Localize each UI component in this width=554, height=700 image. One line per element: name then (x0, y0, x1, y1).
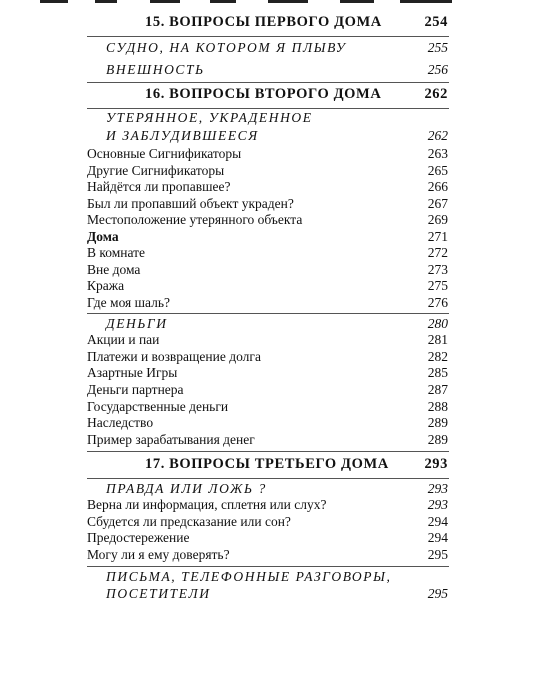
entry-title: Пример зарабатывания денег (87, 432, 255, 447)
divider (87, 566, 449, 567)
entry-title: Предостережение (87, 530, 190, 545)
page-number: 256 (427, 62, 448, 77)
section-title: И ЗАБЛУДИВШЕЕСЯ (106, 128, 259, 143)
divider (87, 36, 449, 37)
entry-title: Вне дома (87, 262, 141, 277)
page-number: 275 (427, 278, 448, 293)
page-number: 254 (424, 14, 448, 30)
page-number: 285 (427, 365, 448, 380)
divider (87, 451, 449, 452)
page-number: 267 (427, 196, 448, 211)
page-number: 289 (427, 415, 448, 430)
entry-title: Был ли пропавший объект украден? (87, 196, 294, 211)
entry-title: Местоположение утерянного объекта (87, 212, 303, 227)
divider (87, 313, 449, 314)
page-number: 293 (427, 497, 448, 512)
entry-title: Дома (87, 229, 119, 244)
page-number: 294 (427, 530, 448, 545)
section-title: ВНЕШНОСТЬ (106, 62, 205, 77)
page-number: 271 (427, 229, 448, 244)
entry-title: Платежи и возвращение долга (87, 349, 261, 364)
page-number: 289 (427, 432, 448, 447)
entry-title: Другие Сигнификаторы (87, 163, 225, 178)
page-number: 265 (427, 163, 448, 178)
page-number: 273 (427, 262, 448, 277)
section-title: ПИСЬМА, ТЕЛЕФОННЫЕ РАЗГОВОРЫ, (106, 569, 392, 584)
previous-page-fragment (0, 0, 554, 6)
page-number: 287 (427, 382, 448, 397)
entry-title: Наследство (87, 415, 154, 430)
entry-title: Акции и паи (87, 332, 160, 347)
page-number: 262 (427, 128, 448, 143)
entry-title: Кража (87, 278, 125, 293)
page-number: 269 (427, 212, 448, 227)
entry-title: Азартные Игры (87, 365, 178, 380)
chapter-title: 17. ВОПРОСЫ ТРЕТЬЕГО ДОМА (145, 456, 389, 472)
divider (87, 108, 449, 109)
page-number: 288 (427, 399, 448, 414)
entry-title: Деньги партнера (87, 382, 184, 397)
chapter-title: 16. ВОПРОСЫ ВТОРОГО ДОМА (145, 86, 382, 102)
entry-title: Где моя шаль? (87, 295, 171, 310)
divider (87, 82, 449, 83)
page-number: 263 (427, 146, 448, 161)
page-number: 293 (424, 456, 448, 472)
entry-title: Основные Сигнификаторы (87, 146, 242, 161)
entry-title: Сбудется ли предсказание или сон? (87, 514, 291, 529)
page-number: 276 (427, 295, 448, 310)
section-title: ПОСЕТИТЕЛИ (106, 586, 211, 601)
entry-title: Могу ли я ему доверять? (87, 547, 230, 562)
page-number: 295 (427, 586, 448, 601)
section-title: ДЕНЬГИ (106, 316, 168, 331)
page-number: 255 (427, 40, 448, 55)
section-title: СУДНО, НА КОТОРОМ Я ПЛЫВУ (106, 40, 347, 55)
chapter-title: 15. ВОПРОСЫ ПЕРВОГО ДОМА (145, 14, 382, 30)
section-title: УТЕРЯННОЕ, УКРАДЕННОЕ (106, 110, 313, 125)
page-number: 272 (427, 245, 448, 260)
page-number: 262 (424, 86, 448, 102)
page-number: 295 (427, 547, 448, 562)
divider (87, 478, 449, 479)
page-number: 266 (427, 179, 448, 194)
page-number: 293 (427, 481, 448, 496)
entry-title: Верна ли информация, сплетня или слух? (87, 497, 327, 512)
page-number: 294 (427, 514, 448, 529)
section-title: ПРАВДА ИЛИ ЛОЖЬ ? (106, 481, 267, 496)
page-number: 282 (427, 349, 448, 364)
entry-title: Государственные деньги (87, 399, 229, 414)
entry-title: Найдётся ли пропавшее? (87, 179, 231, 194)
page-number: 281 (427, 332, 448, 347)
page-number: 280 (427, 316, 448, 331)
entry-title: В комнате (87, 245, 146, 260)
